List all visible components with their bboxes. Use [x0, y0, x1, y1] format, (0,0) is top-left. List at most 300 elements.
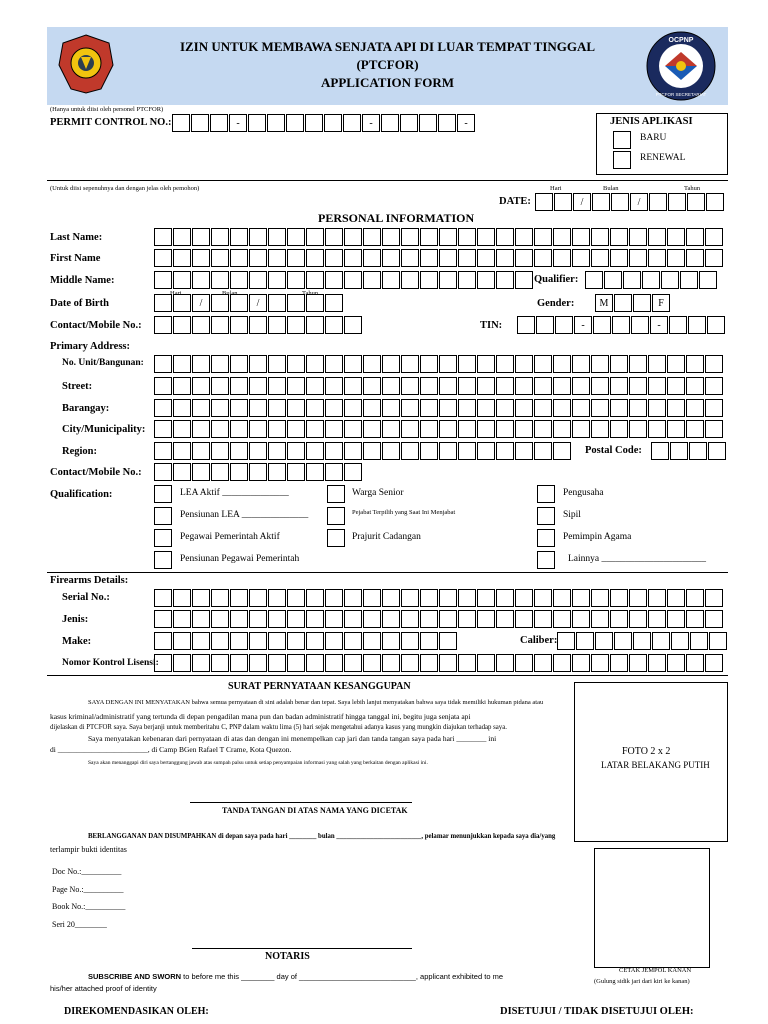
char-box[interactable] — [324, 114, 342, 132]
char-box[interactable] — [572, 249, 590, 267]
char-box[interactable] — [420, 377, 438, 395]
char-box[interactable] — [439, 377, 457, 395]
char-box[interactable] — [211, 377, 229, 395]
char-box[interactable]: / — [630, 193, 648, 211]
char-box[interactable] — [325, 228, 343, 246]
address-contact-field[interactable] — [154, 463, 363, 481]
char-box[interactable] — [173, 463, 191, 481]
char-box[interactable] — [439, 271, 457, 289]
char-box[interactable] — [591, 610, 609, 628]
char-box[interactable] — [230, 294, 248, 312]
char-box[interactable] — [211, 632, 229, 650]
char-box[interactable] — [230, 355, 248, 373]
char-box[interactable] — [686, 654, 704, 672]
char-box[interactable] — [344, 442, 362, 460]
char-box[interactable] — [192, 610, 210, 628]
char-box[interactable] — [382, 399, 400, 417]
char-box[interactable] — [604, 271, 622, 289]
char-box[interactable] — [363, 377, 381, 395]
char-box[interactable] — [401, 442, 419, 460]
char-box[interactable] — [268, 632, 286, 650]
char-box[interactable] — [439, 654, 457, 672]
char-box[interactable] — [325, 355, 343, 373]
char-box[interactable] — [536, 316, 554, 334]
char-box[interactable] — [420, 228, 438, 246]
char-box[interactable] — [249, 249, 267, 267]
char-box[interactable]: / — [573, 193, 591, 211]
char-box[interactable] — [211, 271, 229, 289]
char-box[interactable] — [420, 589, 438, 607]
char-box[interactable] — [249, 463, 267, 481]
char-box[interactable] — [344, 228, 362, 246]
char-box[interactable] — [382, 610, 400, 628]
char-box[interactable] — [610, 249, 628, 267]
char-box[interactable]: F — [652, 294, 670, 312]
char-box[interactable] — [230, 463, 248, 481]
char-box[interactable] — [553, 228, 571, 246]
char-box[interactable] — [268, 589, 286, 607]
char-box[interactable] — [420, 632, 438, 650]
char-box[interactable] — [610, 589, 628, 607]
char-box[interactable] — [553, 610, 571, 628]
char-box[interactable] — [686, 589, 704, 607]
caliber-field[interactable] — [557, 632, 728, 650]
char-box[interactable] — [363, 654, 381, 672]
char-box[interactable] — [287, 228, 305, 246]
char-box[interactable] — [287, 654, 305, 672]
char-box[interactable] — [306, 463, 324, 481]
char-box[interactable] — [686, 420, 704, 438]
char-box[interactable] — [585, 271, 603, 289]
char-box[interactable] — [192, 442, 210, 460]
char-box[interactable] — [172, 114, 190, 132]
middle-name-field[interactable] — [154, 271, 534, 289]
char-box[interactable] — [690, 632, 708, 650]
char-box[interactable] — [287, 610, 305, 628]
char-box[interactable] — [515, 271, 533, 289]
char-box[interactable] — [496, 249, 514, 267]
char-box[interactable] — [173, 442, 191, 460]
char-box[interactable] — [458, 249, 476, 267]
char-box[interactable] — [230, 271, 248, 289]
char-box[interactable] — [705, 249, 723, 267]
char-box[interactable] — [268, 271, 286, 289]
char-box[interactable]: - — [574, 316, 592, 334]
char-box[interactable] — [699, 271, 717, 289]
char-box[interactable] — [633, 294, 651, 312]
char-box[interactable] — [477, 654, 495, 672]
unit-field[interactable] — [154, 355, 724, 373]
char-box[interactable] — [572, 355, 590, 373]
char-box[interactable] — [230, 610, 248, 628]
char-box[interactable] — [477, 610, 495, 628]
char-box[interactable] — [306, 228, 324, 246]
char-box[interactable] — [344, 377, 362, 395]
char-box[interactable] — [305, 114, 323, 132]
char-box[interactable] — [515, 399, 533, 417]
char-box[interactable] — [623, 271, 641, 289]
char-box[interactable] — [572, 377, 590, 395]
char-box[interactable] — [325, 271, 343, 289]
char-box[interactable] — [572, 399, 590, 417]
char-box[interactable] — [610, 654, 628, 672]
char-box[interactable] — [401, 632, 419, 650]
char-box[interactable] — [534, 610, 552, 628]
char-box[interactable] — [268, 294, 286, 312]
char-box[interactable] — [458, 442, 476, 460]
last-name-field[interactable] — [154, 228, 724, 246]
char-box[interactable] — [154, 355, 172, 373]
char-box[interactable] — [287, 377, 305, 395]
char-box[interactable] — [553, 420, 571, 438]
char-box[interactable] — [173, 420, 191, 438]
char-box[interactable] — [610, 377, 628, 395]
char-box[interactable] — [382, 420, 400, 438]
barangay-field[interactable] — [154, 399, 724, 417]
char-box[interactable] — [211, 228, 229, 246]
char-box[interactable] — [420, 399, 438, 417]
char-box[interactable] — [705, 610, 723, 628]
char-box[interactable] — [249, 610, 267, 628]
char-box[interactable] — [154, 271, 172, 289]
char-box[interactable] — [477, 420, 495, 438]
char-box[interactable] — [306, 589, 324, 607]
char-box[interactable] — [686, 399, 704, 417]
char-box[interactable] — [401, 399, 419, 417]
char-box[interactable] — [192, 271, 210, 289]
char-box[interactable] — [363, 355, 381, 373]
pejabat-checkbox[interactable] — [327, 507, 345, 525]
char-box[interactable] — [192, 463, 210, 481]
char-box[interactable] — [363, 420, 381, 438]
char-box[interactable] — [287, 355, 305, 373]
char-box[interactable] — [249, 399, 267, 417]
char-box[interactable] — [534, 249, 552, 267]
char-box[interactable] — [382, 271, 400, 289]
char-box[interactable] — [211, 442, 229, 460]
char-box[interactable] — [648, 249, 666, 267]
char-box[interactable] — [439, 420, 457, 438]
char-box[interactable] — [211, 420, 229, 438]
char-box[interactable] — [363, 632, 381, 650]
char-box[interactable] — [686, 610, 704, 628]
char-box[interactable] — [249, 271, 267, 289]
char-box[interactable] — [268, 399, 286, 417]
jenis-field[interactable] — [154, 610, 724, 628]
char-box[interactable] — [515, 589, 533, 607]
char-box[interactable] — [591, 420, 609, 438]
char-box[interactable] — [534, 589, 552, 607]
char-box[interactable] — [401, 420, 419, 438]
char-box[interactable] — [648, 589, 666, 607]
char-box[interactable] — [363, 610, 381, 628]
char-box[interactable] — [610, 420, 628, 438]
char-box[interactable] — [211, 355, 229, 373]
gender-field[interactable] — [595, 294, 671, 312]
char-box[interactable] — [268, 420, 286, 438]
char-box[interactable] — [477, 377, 495, 395]
char-box[interactable] — [268, 442, 286, 460]
char-box[interactable] — [458, 377, 476, 395]
char-box[interactable]: - — [457, 114, 475, 132]
char-box[interactable] — [686, 355, 704, 373]
char-box[interactable] — [191, 114, 209, 132]
char-box[interactable] — [173, 377, 191, 395]
char-box[interactable] — [458, 589, 476, 607]
char-box[interactable] — [496, 420, 514, 438]
char-box[interactable] — [287, 316, 305, 334]
region-field[interactable] — [154, 442, 572, 460]
char-box[interactable] — [363, 249, 381, 267]
char-box[interactable] — [154, 654, 172, 672]
char-box[interactable] — [458, 228, 476, 246]
char-box[interactable] — [420, 355, 438, 373]
pengusaha-checkbox[interactable] — [537, 485, 555, 503]
char-box[interactable] — [382, 632, 400, 650]
char-box[interactable] — [652, 632, 670, 650]
char-box[interactable] — [192, 589, 210, 607]
char-box[interactable] — [629, 420, 647, 438]
char-box[interactable] — [306, 654, 324, 672]
char-box[interactable] — [249, 589, 267, 607]
char-box[interactable] — [211, 249, 229, 267]
char-box[interactable] — [249, 654, 267, 672]
char-box[interactable] — [651, 442, 669, 460]
postal-code-field[interactable] — [651, 442, 727, 460]
char-box[interactable] — [629, 654, 647, 672]
qualifier-field[interactable] — [585, 271, 718, 289]
prajurit-checkbox[interactable] — [327, 529, 345, 547]
char-box[interactable] — [496, 442, 514, 460]
char-box[interactable] — [477, 355, 495, 373]
char-box[interactable] — [230, 654, 248, 672]
char-box[interactable] — [553, 654, 571, 672]
char-box[interactable] — [705, 399, 723, 417]
char-box[interactable] — [591, 377, 609, 395]
char-box[interactable] — [154, 442, 172, 460]
char-box[interactable] — [192, 228, 210, 246]
char-box[interactable] — [192, 316, 210, 334]
char-box[interactable] — [344, 589, 362, 607]
char-box[interactable] — [363, 271, 381, 289]
char-box[interactable] — [669, 316, 687, 334]
char-box[interactable] — [154, 463, 172, 481]
char-box[interactable] — [709, 632, 727, 650]
char-box[interactable] — [610, 355, 628, 373]
char-box[interactable] — [671, 632, 689, 650]
char-box[interactable] — [306, 316, 324, 334]
char-box[interactable] — [249, 316, 267, 334]
char-box[interactable] — [557, 632, 575, 650]
char-box[interactable] — [553, 355, 571, 373]
char-box[interactable] — [496, 228, 514, 246]
char-box[interactable] — [661, 271, 679, 289]
char-box[interactable] — [268, 228, 286, 246]
char-box[interactable] — [420, 610, 438, 628]
char-box[interactable] — [192, 249, 210, 267]
char-box[interactable] — [173, 316, 191, 334]
char-box[interactable] — [705, 377, 723, 395]
char-box[interactable] — [667, 249, 685, 267]
char-box[interactable] — [401, 249, 419, 267]
char-box[interactable] — [686, 249, 704, 267]
char-box[interactable] — [705, 589, 723, 607]
serial-field[interactable] — [154, 589, 724, 607]
char-box[interactable] — [458, 654, 476, 672]
char-box[interactable] — [648, 654, 666, 672]
char-box[interactable] — [686, 377, 704, 395]
char-box[interactable] — [439, 610, 457, 628]
char-box[interactable] — [553, 589, 571, 607]
char-box[interactable] — [287, 442, 305, 460]
char-box[interactable] — [420, 271, 438, 289]
char-box[interactable] — [496, 589, 514, 607]
char-box[interactable] — [173, 399, 191, 417]
char-box[interactable] — [610, 399, 628, 417]
char-box[interactable] — [534, 399, 552, 417]
char-box[interactable] — [154, 589, 172, 607]
char-box[interactable] — [211, 316, 229, 334]
char-box[interactable] — [268, 463, 286, 481]
char-box[interactable] — [154, 420, 172, 438]
char-box[interactable] — [211, 294, 229, 312]
char-box[interactable] — [154, 294, 172, 312]
char-box[interactable] — [667, 420, 685, 438]
char-box[interactable] — [401, 610, 419, 628]
char-box[interactable] — [591, 654, 609, 672]
char-box[interactable] — [458, 610, 476, 628]
char-box[interactable] — [534, 420, 552, 438]
char-box[interactable]: - — [362, 114, 380, 132]
char-box[interactable] — [496, 271, 514, 289]
char-box[interactable] — [458, 399, 476, 417]
char-box[interactable] — [477, 271, 495, 289]
char-box[interactable] — [439, 228, 457, 246]
char-box[interactable] — [612, 316, 630, 334]
char-box[interactable] — [192, 654, 210, 672]
pensiunan-lea-checkbox[interactable] — [154, 507, 172, 525]
char-box[interactable] — [496, 654, 514, 672]
char-box[interactable] — [306, 249, 324, 267]
char-box[interactable] — [363, 228, 381, 246]
lea-aktif-checkbox[interactable] — [154, 485, 172, 503]
char-box[interactable] — [458, 355, 476, 373]
char-box[interactable] — [268, 377, 286, 395]
char-box[interactable] — [325, 420, 343, 438]
char-box[interactable] — [173, 610, 191, 628]
char-box[interactable] — [344, 249, 362, 267]
char-box[interactable] — [192, 355, 210, 373]
char-box[interactable] — [515, 654, 533, 672]
char-box[interactable] — [629, 589, 647, 607]
char-box[interactable] — [287, 463, 305, 481]
char-box[interactable] — [306, 610, 324, 628]
pensiunan-pegawai-checkbox[interactable] — [154, 551, 172, 569]
char-box[interactable] — [268, 355, 286, 373]
char-box[interactable] — [211, 399, 229, 417]
char-box[interactable] — [534, 228, 552, 246]
char-box[interactable] — [344, 463, 362, 481]
lainnya-checkbox[interactable] — [537, 551, 555, 569]
char-box[interactable] — [667, 228, 685, 246]
sipil-checkbox[interactable] — [537, 507, 555, 525]
char-box[interactable] — [686, 228, 704, 246]
char-box[interactable] — [515, 249, 533, 267]
char-box[interactable] — [154, 632, 172, 650]
char-box[interactable] — [667, 654, 685, 672]
char-box[interactable] — [230, 632, 248, 650]
char-box[interactable] — [535, 193, 553, 211]
char-box[interactable] — [173, 249, 191, 267]
contact-field[interactable] — [154, 316, 363, 334]
char-box[interactable] — [477, 228, 495, 246]
kontrol-lisensi-field[interactable] — [154, 654, 724, 672]
char-box[interactable] — [173, 632, 191, 650]
char-box[interactable] — [382, 249, 400, 267]
char-box[interactable] — [610, 610, 628, 628]
char-box[interactable]: - — [650, 316, 668, 334]
char-box[interactable] — [382, 654, 400, 672]
char-box[interactable] — [477, 399, 495, 417]
char-box[interactable] — [553, 249, 571, 267]
char-box[interactable] — [420, 442, 438, 460]
char-box[interactable] — [458, 271, 476, 289]
char-box[interactable] — [629, 610, 647, 628]
char-box[interactable] — [458, 420, 476, 438]
char-box[interactable] — [515, 442, 533, 460]
char-box[interactable] — [401, 589, 419, 607]
char-box[interactable] — [515, 610, 533, 628]
char-box[interactable] — [343, 114, 361, 132]
char-box[interactable] — [611, 193, 629, 211]
char-box[interactable] — [555, 316, 573, 334]
char-box[interactable] — [667, 589, 685, 607]
char-box[interactable] — [705, 228, 723, 246]
char-box[interactable] — [705, 355, 723, 373]
char-box[interactable] — [154, 228, 172, 246]
char-box[interactable] — [553, 377, 571, 395]
char-box[interactable] — [591, 589, 609, 607]
char-box[interactable] — [591, 249, 609, 267]
char-box[interactable] — [325, 654, 343, 672]
char-box[interactable] — [344, 632, 362, 650]
char-box[interactable] — [642, 271, 660, 289]
char-box[interactable] — [306, 355, 324, 373]
tin-field[interactable] — [517, 316, 726, 334]
char-box[interactable] — [173, 589, 191, 607]
char-box[interactable] — [438, 114, 456, 132]
street-field[interactable] — [154, 377, 724, 395]
char-box[interactable] — [534, 355, 552, 373]
make-field[interactable] — [154, 632, 458, 650]
char-box[interactable] — [572, 654, 590, 672]
char-box[interactable] — [648, 610, 666, 628]
char-box[interactable] — [591, 228, 609, 246]
char-box[interactable] — [572, 420, 590, 438]
char-box[interactable] — [614, 294, 632, 312]
char-box[interactable] — [268, 249, 286, 267]
char-box[interactable] — [534, 654, 552, 672]
char-box[interactable] — [515, 228, 533, 246]
char-box[interactable] — [576, 632, 594, 650]
char-box[interactable] — [363, 442, 381, 460]
char-box[interactable] — [553, 399, 571, 417]
char-box[interactable] — [572, 589, 590, 607]
char-box[interactable] — [211, 589, 229, 607]
char-box[interactable] — [680, 271, 698, 289]
char-box[interactable] — [381, 114, 399, 132]
char-box[interactable] — [439, 249, 457, 267]
